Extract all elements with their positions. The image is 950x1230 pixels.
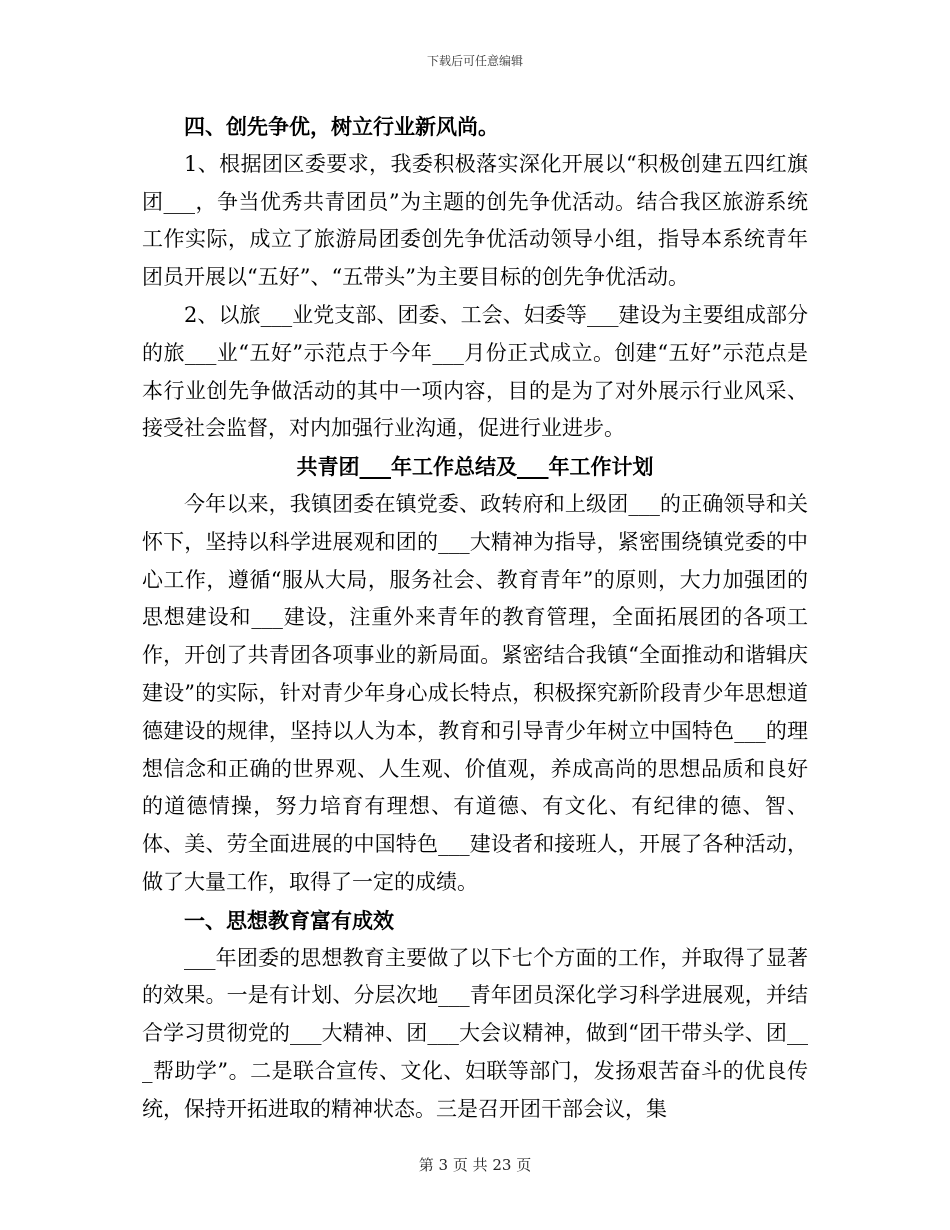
paragraph-ideology: ___年团委的思想教育主要做了以下七个方面的工作，并取得了显著的效果。一是有计划、分层次地___青年团员深化学习科学进展观，并结合学习贯彻党的___大精神、团___大会议精神，做到“团干带头学、团___帮助学”。二是联合宣传、文化、妇联等部门，发扬艰苦奋斗的优良传统，保持开拓进取的精神状态。三是召开团干部会议，集	[142, 945, 808, 1121]
paragraph-intro: 今年以来，我镇团委在镇党委、政转府和上级团___的正确领导和关怀下，坚持以科学进展观和团的___大精神为指导，紧密围绕镇党委的中心工作，遵循“服从大局，服务社会、教育青年”的原则，大力加强团的思想建设和___建设，注重外来青年的教育管理，全面拓展团的各项工作，开创了共青团各项事业的新局面。紧密结合我镇“全面推动和谐辑庆建设”的实际，针对青少年身心成长特点，积极探究新阶段青少年思想道德建设的规律，坚持以人为本，教育和引导青少年树立中国特色___的理想信念和正确的世界观、人生观、价值观，养成高尚的思想品质和良好的道德情操，努力培育有理想、有道德、有文化、有纪律的德、智、体、美、劳全面进展的中国特色___建设者和接班人，开展了各种活动，做了大量工作，取得了一定的成绩。	[142, 491, 808, 894]
paragraph-1: 1、根据团区委要求，我委积极落实深化开展以“积极创建五四红旗团___，争当优秀共青团员”为主题的创先争优活动。结合我区旅游系统工作实际，成立了旅游局团委创先争优活动领导小组，指导本系统青年团员开展以“五好”、“五带头”为主要目标的创先争优活动。	[142, 151, 808, 290]
page-number: 第 3 页 共 23 页	[418, 1156, 532, 1174]
section-heading-innovation: 四、创先争优，树立行业新风尚。	[184, 114, 499, 139]
paragraph-2: 2、以旅___业党支部、团委、工会、妇委等___建设为主要组成部分的旅___业“五好”示范点于今年___月份正式成立。创建“五好”示范点是本行业创先争做活动的其中一项内容，目的是为了对外展示行业风采、接受社会监督，对内加强行业沟通，促进行业进步。	[142, 302, 808, 441]
document-body	[142, 108, 808, 1129]
document-title: 共青团___年工作总结及___年工作计划	[296, 454, 654, 480]
page-header-note: 下载后可任意编辑	[426, 54, 523, 68]
section-heading-ideology: 一、思想教育富有成效	[184, 907, 394, 933]
